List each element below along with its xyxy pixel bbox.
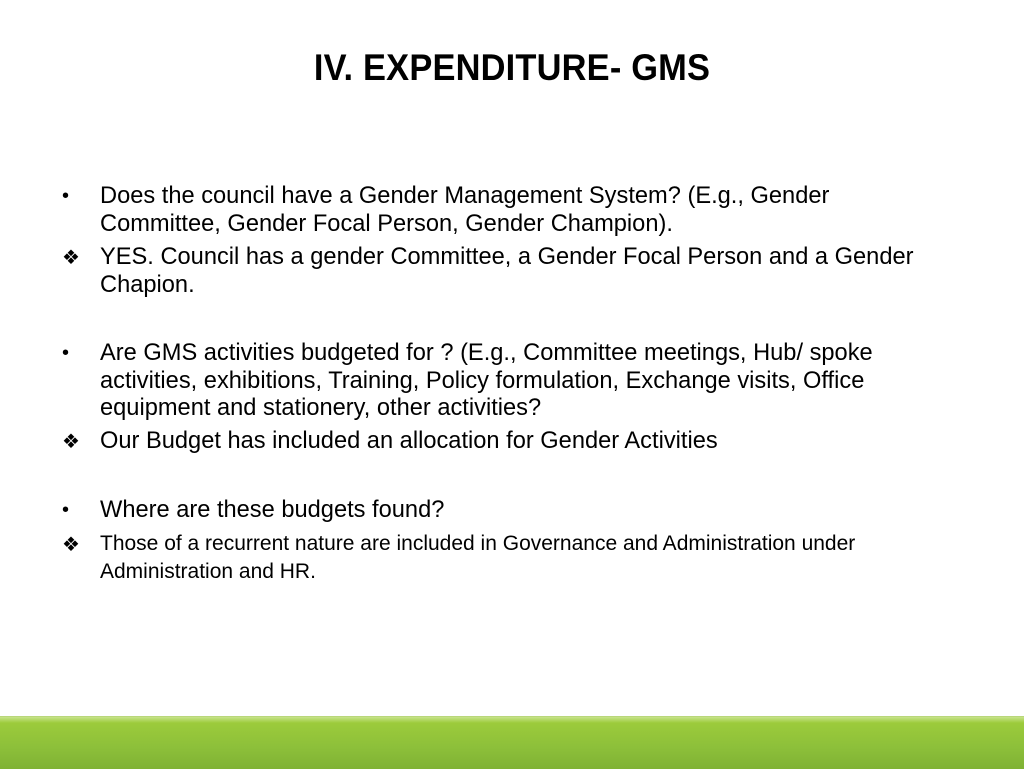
bullet-icon: •: [62, 185, 70, 207]
four-diamond-icon: ❖: [62, 431, 80, 453]
question-text: Where are these budgets found?: [100, 496, 445, 523]
bullet-icon: •: [62, 342, 70, 364]
answer-text: Our Budget has included an allocation for Gender Activities: [100, 427, 718, 454]
slide-title: IV. EXPENDITURE- GMS: [313, 47, 711, 88]
four-diamond-icon: ❖: [62, 534, 80, 556]
bullet-icon: •: [62, 499, 70, 521]
question-text: Does the council have a Gender Management System? (E.g., Gender Committee, Gender Focal Person, Gender Champion).: [100, 182, 830, 237]
question-text: Are GMS activities budgeted for ? (E.g., Committee meetings, Hub/ spoke activities, exhibitions, Training, Policy formulation, Exchange visits, Office equipment and stationery, other activities?: [100, 339, 873, 421]
answer-text: Those of a recurrent nature are included in Governance and Administration under Administration and HR.: [100, 532, 856, 583]
four-diamond-icon: ❖: [62, 247, 80, 269]
answer-text: YES. Council has a gender Committee, a Gender Focal Person and a Gender Chapion.: [100, 243, 914, 298]
footer-accent-bar: [0, 716, 1024, 769]
